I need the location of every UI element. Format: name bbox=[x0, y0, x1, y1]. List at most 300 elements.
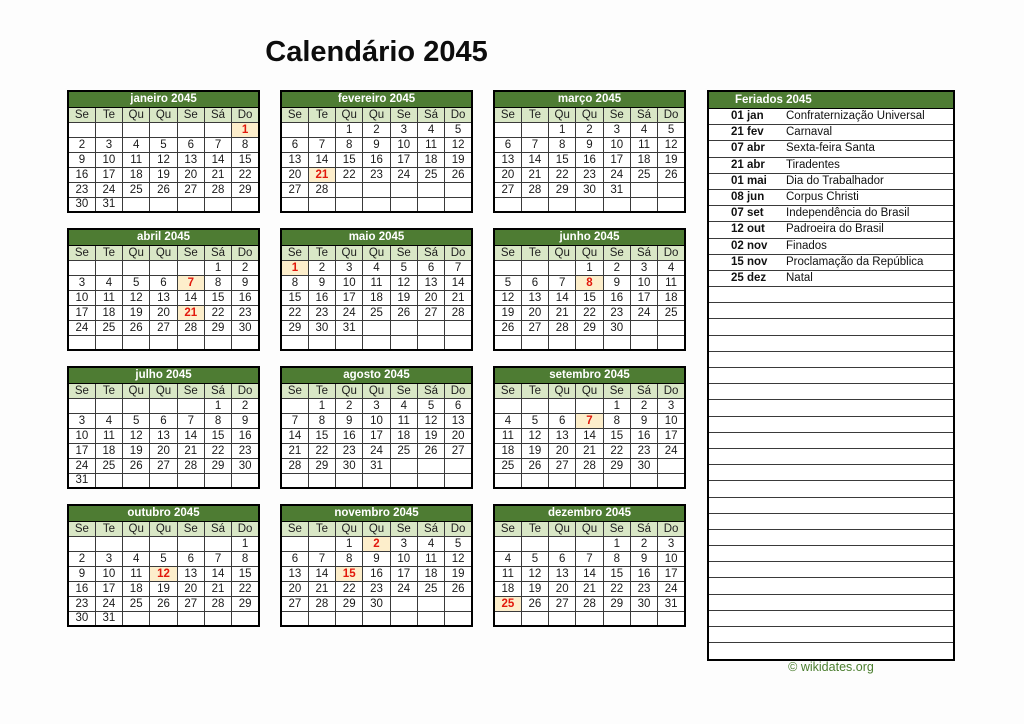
month-header: novembro 2045 bbox=[281, 505, 472, 521]
month-header: julho 2045 bbox=[68, 367, 259, 383]
holiday-day-cell: 7 bbox=[177, 275, 204, 290]
weekday-label: Qu bbox=[576, 107, 603, 122]
weekday-label: Se bbox=[603, 107, 630, 122]
day-cell: 12 bbox=[494, 290, 521, 305]
day-cell: 28 bbox=[177, 458, 204, 473]
weekday-label: Do bbox=[232, 383, 259, 398]
holiday-day-cell: 1 bbox=[281, 260, 308, 275]
day-cell: 21 bbox=[177, 443, 204, 458]
empty-day-cell bbox=[494, 398, 521, 413]
weekday-label: Se bbox=[177, 521, 204, 536]
empty-day-cell bbox=[336, 335, 363, 350]
empty-day-cell bbox=[68, 122, 95, 137]
day-cell: 28 bbox=[445, 305, 472, 320]
weekday-label: Qu bbox=[549, 107, 576, 122]
day-cell: 10 bbox=[363, 413, 390, 428]
empty-ruled-row bbox=[709, 417, 953, 433]
day-cell: 10 bbox=[630, 275, 657, 290]
day-cell: 2 bbox=[232, 398, 259, 413]
day-cell: 15 bbox=[576, 290, 603, 305]
weekday-label: Sá bbox=[630, 383, 657, 398]
empty-day-cell bbox=[281, 398, 308, 413]
day-cell: 29 bbox=[603, 458, 630, 473]
empty-day-cell bbox=[336, 182, 363, 197]
weekday-label: Qu bbox=[336, 107, 363, 122]
day-cell: 2 bbox=[603, 260, 630, 275]
day-cell: 30 bbox=[603, 320, 630, 335]
day-cell: 27 bbox=[177, 182, 204, 197]
day-cell: 2 bbox=[68, 551, 95, 566]
day-cell: 22 bbox=[603, 581, 630, 596]
day-cell: 4 bbox=[658, 260, 685, 275]
empty-day-cell bbox=[177, 122, 204, 137]
day-cell: 1 bbox=[232, 536, 259, 551]
day-cell: 17 bbox=[336, 290, 363, 305]
holidays-header: Feriados 2045 bbox=[709, 92, 953, 109]
day-cell: 23 bbox=[68, 596, 95, 611]
day-cell: 11 bbox=[417, 137, 444, 152]
day-cell: 22 bbox=[232, 167, 259, 182]
day-cell: 10 bbox=[336, 275, 363, 290]
day-cell: 4 bbox=[123, 137, 150, 152]
month-calendar-abril bbox=[67, 228, 260, 351]
day-cell: 5 bbox=[390, 260, 417, 275]
month-calendar-setembro bbox=[493, 366, 686, 489]
day-cell: 13 bbox=[494, 152, 521, 167]
holiday-row bbox=[709, 239, 953, 255]
day-cell: 28 bbox=[281, 458, 308, 473]
day-cell: 3 bbox=[95, 551, 122, 566]
weekday-label: Do bbox=[658, 245, 685, 260]
day-cell: 14 bbox=[576, 428, 603, 443]
weekday-label: Qu bbox=[549, 521, 576, 536]
day-cell: 18 bbox=[417, 152, 444, 167]
empty-ruled-row bbox=[709, 627, 953, 643]
day-cell: 31 bbox=[68, 473, 95, 488]
month-calendar-agosto bbox=[280, 366, 473, 489]
day-cell: 18 bbox=[494, 443, 521, 458]
day-cell: 13 bbox=[549, 428, 576, 443]
holiday-row bbox=[709, 141, 953, 157]
holiday-row bbox=[709, 206, 953, 222]
day-cell: 15 bbox=[204, 428, 231, 443]
empty-day-cell bbox=[521, 473, 548, 488]
weekday-label: Sá bbox=[630, 245, 657, 260]
day-cell: 26 bbox=[521, 458, 548, 473]
day-cell: 19 bbox=[521, 443, 548, 458]
day-cell: 7 bbox=[308, 137, 335, 152]
day-cell: 1 bbox=[336, 122, 363, 137]
holiday-name: Confraternização Universal bbox=[786, 110, 925, 122]
day-cell: 24 bbox=[68, 320, 95, 335]
day-cell: 4 bbox=[494, 551, 521, 566]
day-cell: 24 bbox=[68, 458, 95, 473]
holiday-date: 07 abr bbox=[731, 142, 765, 155]
empty-day-cell bbox=[390, 197, 417, 212]
day-cell: 1 bbox=[204, 398, 231, 413]
day-cell: 17 bbox=[68, 305, 95, 320]
credit-link[interactable]: © wikidates.org bbox=[788, 660, 874, 674]
day-cell: 31 bbox=[658, 596, 685, 611]
empty-day-cell bbox=[417, 335, 444, 350]
month-header: fevereiro 2045 bbox=[281, 91, 472, 107]
holidays-panel bbox=[707, 90, 955, 661]
day-cell: 6 bbox=[177, 137, 204, 152]
empty-day-cell bbox=[123, 197, 150, 212]
day-cell: 19 bbox=[150, 167, 177, 182]
day-cell: 3 bbox=[603, 122, 630, 137]
empty-day-cell bbox=[658, 611, 685, 626]
day-cell: 24 bbox=[390, 581, 417, 596]
weekday-label: Se bbox=[494, 383, 521, 398]
empty-day-cell bbox=[68, 260, 95, 275]
empty-day-cell bbox=[658, 335, 685, 350]
month-header: março 2045 bbox=[494, 91, 685, 107]
empty-ruled-row bbox=[709, 336, 953, 352]
day-cell: 4 bbox=[417, 122, 444, 137]
empty-day-cell bbox=[177, 197, 204, 212]
empty-day-cell bbox=[445, 596, 472, 611]
day-cell: 23 bbox=[363, 581, 390, 596]
day-cell: 24 bbox=[658, 581, 685, 596]
empty-day-cell bbox=[308, 197, 335, 212]
day-cell: 9 bbox=[68, 152, 95, 167]
month-header: dezembro 2045 bbox=[494, 505, 685, 521]
day-cell: 23 bbox=[308, 305, 335, 320]
empty-day-cell bbox=[417, 197, 444, 212]
weekday-label: Te bbox=[95, 521, 122, 536]
day-cell: 9 bbox=[603, 275, 630, 290]
day-cell: 21 bbox=[521, 167, 548, 182]
day-cell: 31 bbox=[95, 611, 122, 626]
day-cell: 22 bbox=[308, 443, 335, 458]
holiday-day-cell: 21 bbox=[177, 305, 204, 320]
day-cell: 14 bbox=[308, 152, 335, 167]
weekday-label: Te bbox=[521, 521, 548, 536]
day-cell: 15 bbox=[549, 152, 576, 167]
empty-ruled-row bbox=[709, 465, 953, 481]
weekday-label: Se bbox=[68, 107, 95, 122]
day-cell: 23 bbox=[232, 443, 259, 458]
empty-day-cell bbox=[390, 320, 417, 335]
day-cell: 15 bbox=[336, 152, 363, 167]
day-cell: 28 bbox=[576, 458, 603, 473]
weekday-label: Qu bbox=[123, 383, 150, 398]
weekday-label: Se bbox=[281, 245, 308, 260]
empty-day-cell bbox=[95, 335, 122, 350]
day-cell: 23 bbox=[630, 581, 657, 596]
empty-ruled-row bbox=[709, 595, 953, 611]
weekday-label: Se bbox=[603, 245, 630, 260]
month-header: abril 2045 bbox=[68, 229, 259, 245]
day-cell: 20 bbox=[177, 167, 204, 182]
holiday-date: 07 set bbox=[731, 207, 764, 220]
day-cell: 12 bbox=[521, 566, 548, 581]
day-cell: 25 bbox=[630, 167, 657, 182]
empty-day-cell bbox=[576, 335, 603, 350]
day-cell: 5 bbox=[494, 275, 521, 290]
day-cell: 15 bbox=[603, 566, 630, 581]
weekday-label: Se bbox=[603, 383, 630, 398]
day-cell: 6 bbox=[150, 275, 177, 290]
month-calendar-março bbox=[493, 90, 686, 213]
empty-day-cell bbox=[177, 611, 204, 626]
empty-day-cell bbox=[445, 182, 472, 197]
empty-day-cell bbox=[363, 473, 390, 488]
day-cell: 27 bbox=[521, 320, 548, 335]
empty-day-cell bbox=[150, 335, 177, 350]
holiday-name: Dia do Trabalhador bbox=[786, 174, 884, 187]
empty-day-cell bbox=[150, 260, 177, 275]
holiday-date: 02 nov bbox=[731, 239, 768, 252]
day-cell: 28 bbox=[549, 320, 576, 335]
empty-day-cell bbox=[445, 197, 472, 212]
empty-day-cell bbox=[177, 473, 204, 488]
weekday-label: Qu bbox=[150, 245, 177, 260]
empty-day-cell bbox=[308, 536, 335, 551]
day-cell: 8 bbox=[308, 413, 335, 428]
empty-day-cell bbox=[308, 335, 335, 350]
weekday-label: Do bbox=[445, 383, 472, 398]
day-cell: 24 bbox=[630, 305, 657, 320]
day-cell: 28 bbox=[204, 182, 231, 197]
day-cell: 17 bbox=[95, 581, 122, 596]
day-cell: 6 bbox=[177, 551, 204, 566]
holiday-name: Corpus Christi bbox=[786, 190, 859, 203]
empty-day-cell bbox=[549, 611, 576, 626]
day-cell: 9 bbox=[363, 551, 390, 566]
day-cell: 12 bbox=[417, 413, 444, 428]
day-cell: 26 bbox=[150, 182, 177, 197]
day-cell: 12 bbox=[658, 137, 685, 152]
day-cell: 29 bbox=[204, 320, 231, 335]
day-cell: 21 bbox=[308, 581, 335, 596]
day-cell: 17 bbox=[363, 428, 390, 443]
holiday-day-cell: 25 bbox=[494, 596, 521, 611]
day-cell: 16 bbox=[363, 566, 390, 581]
empty-day-cell bbox=[417, 182, 444, 197]
day-cell: 11 bbox=[658, 275, 685, 290]
month-calendar-junho bbox=[493, 228, 686, 351]
day-cell: 12 bbox=[445, 551, 472, 566]
holiday-row bbox=[709, 158, 953, 174]
day-cell: 21 bbox=[576, 581, 603, 596]
empty-day-cell bbox=[336, 197, 363, 212]
day-cell: 4 bbox=[630, 122, 657, 137]
day-cell: 18 bbox=[95, 443, 122, 458]
empty-day-cell bbox=[549, 335, 576, 350]
month-calendar-fevereiro bbox=[280, 90, 473, 213]
weekday-label: Qu bbox=[549, 245, 576, 260]
day-cell: 23 bbox=[232, 305, 259, 320]
day-cell: 31 bbox=[95, 197, 122, 212]
month-calendar-outubro bbox=[67, 504, 260, 627]
day-cell: 9 bbox=[232, 275, 259, 290]
empty-ruled-row bbox=[709, 611, 953, 627]
empty-ruled-row bbox=[709, 352, 953, 368]
empty-day-cell bbox=[177, 335, 204, 350]
day-cell: 14 bbox=[204, 152, 231, 167]
day-cell: 16 bbox=[630, 566, 657, 581]
weekday-label: Te bbox=[308, 245, 335, 260]
day-cell: 23 bbox=[576, 167, 603, 182]
day-cell: 13 bbox=[521, 290, 548, 305]
empty-day-cell bbox=[603, 335, 630, 350]
day-cell: 24 bbox=[658, 443, 685, 458]
empty-day-cell bbox=[521, 398, 548, 413]
day-cell: 31 bbox=[336, 320, 363, 335]
empty-day-cell bbox=[232, 611, 259, 626]
empty-day-cell bbox=[232, 197, 259, 212]
weekday-label: Qu bbox=[150, 383, 177, 398]
empty-day-cell bbox=[336, 611, 363, 626]
day-cell: 13 bbox=[177, 566, 204, 581]
day-cell: 17 bbox=[95, 167, 122, 182]
day-cell: 14 bbox=[521, 152, 548, 167]
holiday-row bbox=[709, 190, 953, 206]
holiday-name: Finados bbox=[786, 239, 827, 252]
empty-ruled-row bbox=[709, 384, 953, 400]
day-cell: 26 bbox=[150, 596, 177, 611]
weekday-label: Do bbox=[445, 245, 472, 260]
day-cell: 29 bbox=[204, 458, 231, 473]
holiday-name: Independência do Brasil bbox=[786, 207, 910, 220]
day-cell: 8 bbox=[232, 551, 259, 566]
months-grid bbox=[67, 90, 686, 627]
day-cell: 22 bbox=[232, 581, 259, 596]
holiday-name: Natal bbox=[786, 271, 813, 284]
day-cell: 29 bbox=[308, 458, 335, 473]
day-cell: 4 bbox=[390, 398, 417, 413]
day-cell: 7 bbox=[576, 551, 603, 566]
holiday-row bbox=[709, 109, 953, 125]
day-cell: 5 bbox=[417, 398, 444, 413]
empty-day-cell bbox=[150, 398, 177, 413]
empty-day-cell bbox=[576, 611, 603, 626]
day-cell: 15 bbox=[232, 152, 259, 167]
day-cell: 22 bbox=[549, 167, 576, 182]
day-cell: 30 bbox=[68, 197, 95, 212]
day-cell: 13 bbox=[281, 152, 308, 167]
empty-day-cell bbox=[308, 611, 335, 626]
month-header: setembro 2045 bbox=[494, 367, 685, 383]
month-header: agosto 2045 bbox=[281, 367, 472, 383]
empty-day-cell bbox=[576, 197, 603, 212]
day-cell: 21 bbox=[576, 443, 603, 458]
day-cell: 14 bbox=[177, 428, 204, 443]
day-cell: 27 bbox=[549, 458, 576, 473]
day-cell: 19 bbox=[150, 581, 177, 596]
empty-day-cell bbox=[363, 320, 390, 335]
day-cell: 20 bbox=[281, 581, 308, 596]
day-cell: 5 bbox=[521, 413, 548, 428]
day-cell: 1 bbox=[549, 122, 576, 137]
day-cell: 20 bbox=[549, 443, 576, 458]
day-cell: 19 bbox=[658, 152, 685, 167]
day-cell: 15 bbox=[308, 428, 335, 443]
empty-ruled-row bbox=[709, 530, 953, 546]
holiday-day-cell: 8 bbox=[576, 275, 603, 290]
day-cell: 12 bbox=[123, 290, 150, 305]
weekday-label: Qu bbox=[576, 245, 603, 260]
weekday-label: Qu bbox=[336, 521, 363, 536]
day-cell: 24 bbox=[603, 167, 630, 182]
empty-day-cell bbox=[308, 473, 335, 488]
weekday-label: Te bbox=[308, 521, 335, 536]
day-cell: 4 bbox=[95, 275, 122, 290]
day-cell: 22 bbox=[576, 305, 603, 320]
day-cell: 15 bbox=[204, 290, 231, 305]
empty-day-cell bbox=[204, 122, 231, 137]
empty-day-cell bbox=[549, 260, 576, 275]
day-cell: 27 bbox=[177, 596, 204, 611]
empty-day-cell bbox=[281, 122, 308, 137]
day-cell: 23 bbox=[603, 305, 630, 320]
empty-day-cell bbox=[363, 182, 390, 197]
weekday-label: Qu bbox=[150, 521, 177, 536]
day-cell: 18 bbox=[95, 305, 122, 320]
day-cell: 16 bbox=[630, 428, 657, 443]
empty-day-cell bbox=[576, 536, 603, 551]
day-cell: 1 bbox=[603, 536, 630, 551]
day-cell: 3 bbox=[630, 260, 657, 275]
empty-ruled-row bbox=[709, 368, 953, 384]
day-cell: 13 bbox=[150, 428, 177, 443]
empty-ruled-row bbox=[709, 578, 953, 594]
day-cell: 9 bbox=[68, 566, 95, 581]
empty-day-cell bbox=[150, 536, 177, 551]
day-cell: 30 bbox=[576, 182, 603, 197]
day-cell: 10 bbox=[68, 290, 95, 305]
day-cell: 30 bbox=[232, 320, 259, 335]
day-cell: 1 bbox=[603, 398, 630, 413]
empty-day-cell bbox=[390, 458, 417, 473]
holiday-day-cell: 7 bbox=[576, 413, 603, 428]
weekday-label: Qu bbox=[549, 383, 576, 398]
empty-day-cell bbox=[204, 536, 231, 551]
day-cell: 5 bbox=[445, 536, 472, 551]
weekday-label: Se bbox=[390, 107, 417, 122]
month-header: maio 2045 bbox=[281, 229, 472, 245]
weekday-label: Qu bbox=[123, 107, 150, 122]
day-cell: 18 bbox=[123, 581, 150, 596]
empty-day-cell bbox=[417, 473, 444, 488]
day-cell: 30 bbox=[630, 596, 657, 611]
day-cell: 25 bbox=[390, 443, 417, 458]
day-cell: 14 bbox=[576, 566, 603, 581]
day-cell: 27 bbox=[549, 596, 576, 611]
day-cell: 2 bbox=[336, 398, 363, 413]
holidays-list bbox=[709, 109, 953, 659]
day-cell: 7 bbox=[281, 413, 308, 428]
empty-day-cell bbox=[630, 320, 657, 335]
empty-day-cell bbox=[123, 473, 150, 488]
day-cell: 14 bbox=[549, 290, 576, 305]
day-cell: 18 bbox=[658, 290, 685, 305]
day-cell: 28 bbox=[521, 182, 548, 197]
weekday-label: Te bbox=[521, 383, 548, 398]
empty-day-cell bbox=[390, 182, 417, 197]
empty-day-cell bbox=[521, 197, 548, 212]
day-cell: 12 bbox=[521, 428, 548, 443]
holiday-date: 08 jun bbox=[731, 190, 765, 203]
weekday-label: Sá bbox=[417, 383, 444, 398]
day-cell: 14 bbox=[177, 290, 204, 305]
day-cell: 10 bbox=[603, 137, 630, 152]
day-cell: 29 bbox=[336, 596, 363, 611]
day-cell: 8 bbox=[603, 551, 630, 566]
day-cell: 1 bbox=[576, 260, 603, 275]
